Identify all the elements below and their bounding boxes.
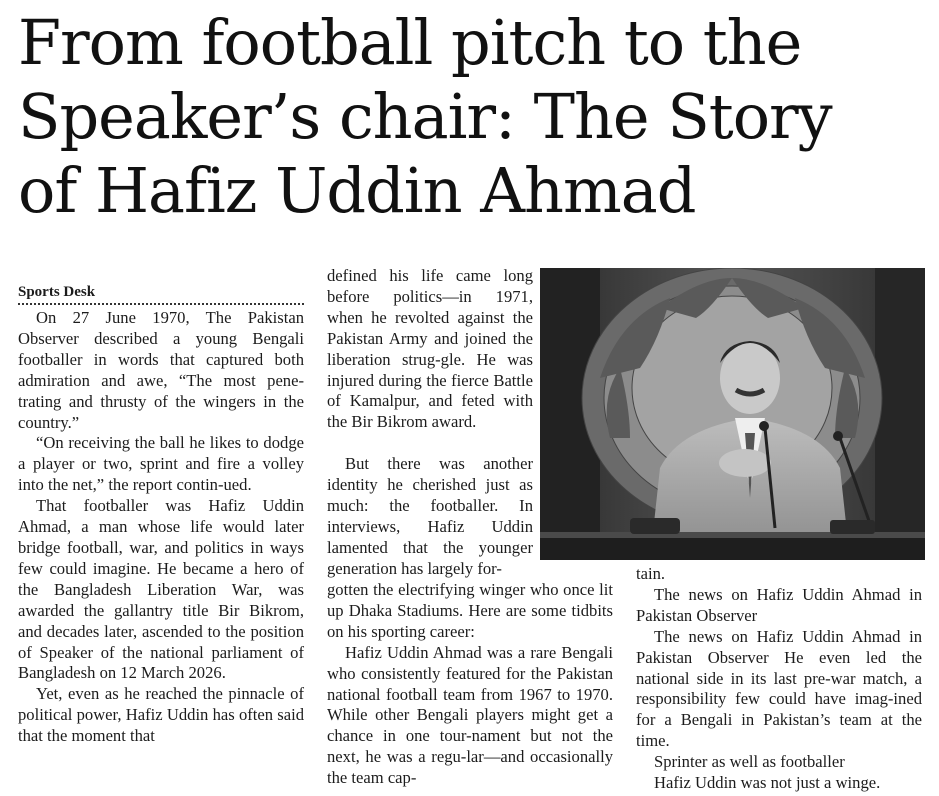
paragraph: gotten the electrifying winger who once lit up Dhaka Stadiums. Here are some tidbits on his sporting career: — [327, 580, 613, 641]
paragraph: But there was another identity he cherished just as much: the footballer. In interviews, Hafiz Uddin lamented that the younger generation has largely for- — [327, 454, 533, 578]
column-2-middle — [327, 454, 533, 579]
column-2-wide — [327, 580, 613, 789]
paragraph: Hafiz Uddin Ahmad was a rare Bengali who consistently featured for the Pakistan national football team from 1967 to 1970. While other Bengali players might get a chance in one tour-nament but not the next, he was a regu-lar—and occasionally the team cap- — [327, 642, 613, 788]
paragraph: The news on Hafiz Uddin Ahmad in Pakistan Observer He even led the national side in its last pre-war match, a responsibility few could have imag-ined for a Bengali in Pakistan’s team at the time. — [636, 626, 922, 751]
subheading: Sprinter as well as footballer — [654, 752, 845, 772]
paragraph: tain. — [636, 564, 666, 583]
paragraph: On 27 June 1970, The Pakistan Observer described a young Bengali footballer in words that captured both admiration and awe, “The most pene-trating and thrusty of the wingers in the country.” — [18, 308, 304, 432]
paragraph: defined his life came long before politics—in 1971, when he revolted against the Pakistan Army and joined the liberation strug-gle. He was injured during the fierce Battle of Kamalpur, and feted with the Bir Bikrom award. — [327, 266, 533, 432]
headline — [18, 6, 933, 228]
column-2-top — [327, 266, 533, 433]
paragraph: Yet, even as he reached the pinnacle of political power, Hafiz Uddin has often said that the moment that — [18, 684, 304, 746]
paragraph: That footballer was Hafiz Uddin Ahmad, a man whose life would later bridge football, war, and politics in ways few could imagine. He became a hero of the Bangladesh Liberation War, was awarded the gallantry title Bir Bikrom, and decades later, ascended to the position of Speaker of the national parliament of Bangladesh on 12 March 2026. — [18, 496, 304, 683]
byline: Sports Desk — [18, 283, 304, 305]
paragraph: The news on Hafiz Uddin Ahmad in Pakistan Observer — [636, 584, 922, 625]
headline-line-2: Speaker’s chair: The Story — [18, 80, 832, 153]
speaker-photo — [540, 268, 925, 560]
headline-line-1: From football pitch to the — [18, 6, 802, 79]
column-1 — [18, 283, 304, 747]
column-3 — [636, 564, 922, 794]
headline-line-3: of Hafiz Uddin Ahmad — [18, 154, 696, 227]
paragraph: “On receiving the ball he likes to dodge a player or two, sprint and fire a volley into the net,” the report contin-ued. — [18, 433, 304, 495]
paragraph: Hafiz Uddin was not just a winge. — [654, 773, 881, 793]
speaker-photo-illustration — [540, 268, 925, 560]
